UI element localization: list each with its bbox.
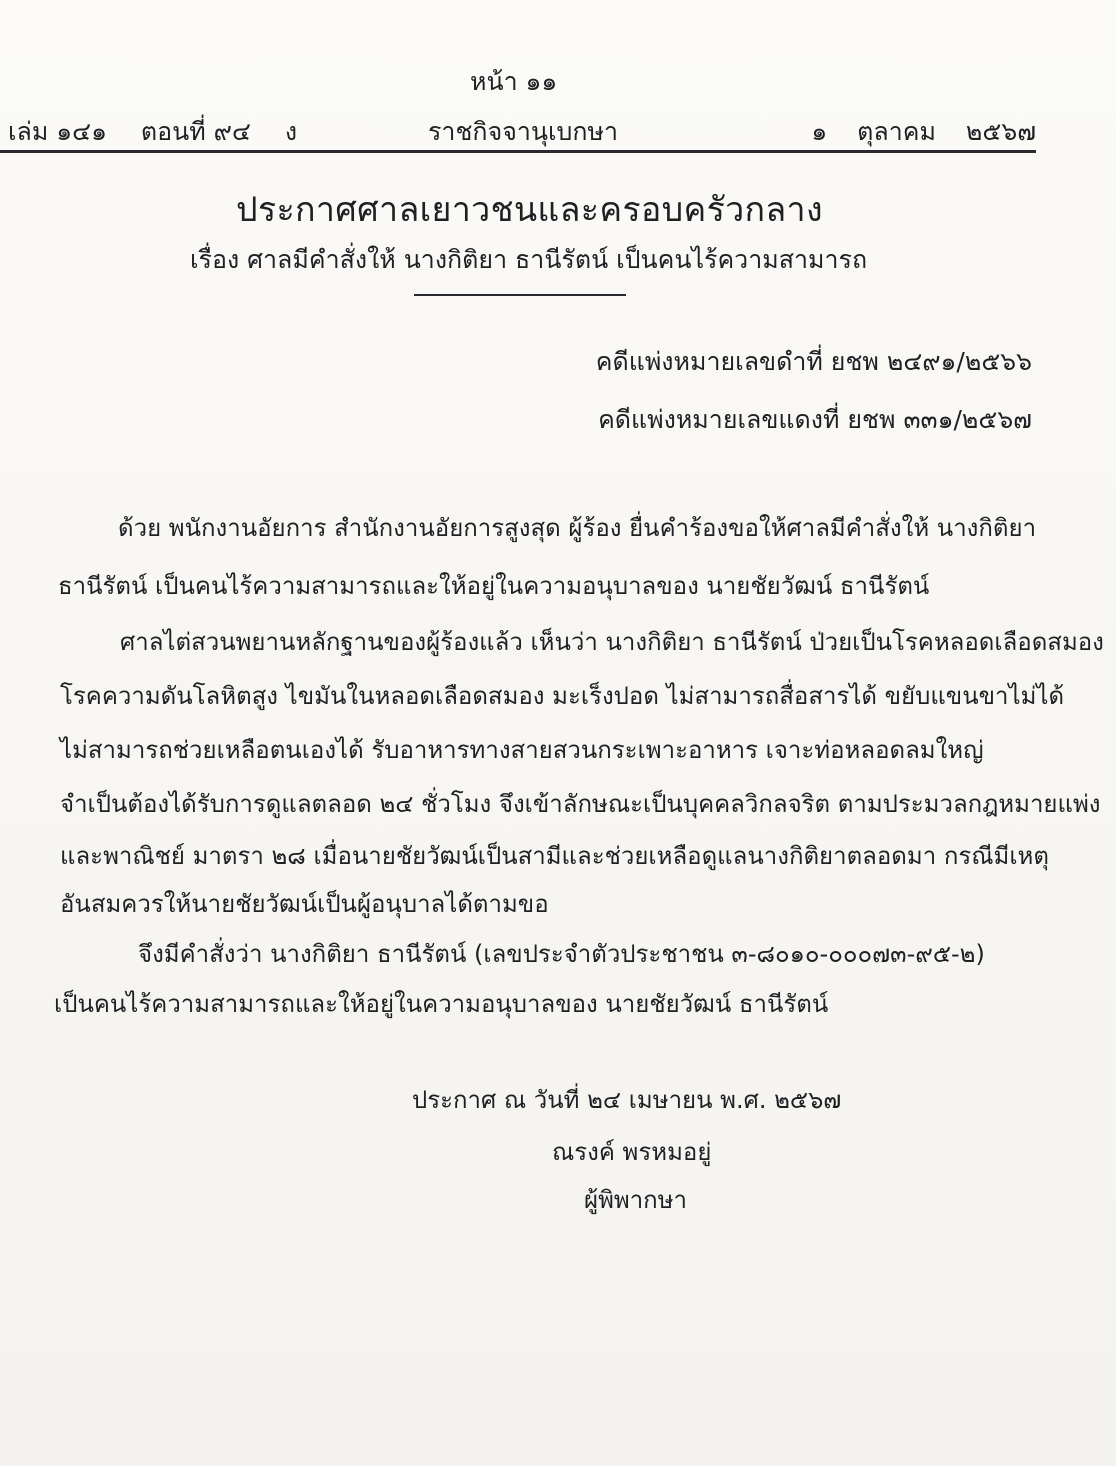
signer-position: ผู้พิพากษา	[584, 1186, 688, 1214]
signer-name: ณรงค์ พรหมอยู่	[552, 1138, 712, 1166]
body-line: โรคความดันโลหิตสูง ไขมันในหลอดเลือดสมอง มะเร็งปอด ไม่สามารถสื่อสารได้ ขยับแขนขาไม่ได้	[60, 682, 1065, 710]
body-line: อันสมควรให้นายชัยวัฒน์เป็นผู้อนุบาลได้ตามขอ	[60, 890, 549, 918]
body-line: ด้วย พนักงานอัยการ สำนักงานอัยการสูงสุด ผู้ร้อง ยื่นคำร้องขอให้ศาลมีคำสั่งให้ นางกิติยา	[118, 514, 1037, 542]
publication-date	[789, 112, 1036, 152]
red-case-number: คดีแพ่งหมายเลขแดงที่ ยชพ ๓๓๑/๒๕๖๗	[598, 405, 1032, 434]
body-line: ธานีรัตน์ เป็นคนไร้ความสามารถและให้อยู่ในความอนุบาลของ นายชัยวัฒน์ ธานีรัตน์	[58, 572, 930, 600]
black-case-number: คดีแพ่งหมายเลขดำที่ ยชพ ๒๔๙๑/๒๕๖๖	[595, 347, 1032, 376]
body-line: เป็นคนไร้ความสามารถและให้อยู่ในความอนุบาลของ นายชัยวัฒน์ ธานีรัตน์	[54, 990, 829, 1018]
body-line: ศาลไต่สวนพยานหลักฐานของผู้ร้องแล้ว เห็นว่า นางกิติยา ธานีรัตน์ ป่วยเป็นโรคหลอดเลือดสมอง	[120, 628, 1104, 656]
title-divider	[414, 294, 626, 296]
gazette-name: ราชกิจจานุเบกษา	[428, 117, 619, 146]
date-month: ตุลาคม	[857, 117, 936, 146]
body-line: จึงมีคำสั่งว่า นางกิติยา ธานีรัตน์ (เลขประจำตัวประชาชน ๓-๘๐๑๐-๐๐๐๗๓-๙๕-๒)	[138, 940, 985, 968]
body-line: และพาณิชย์ มาตรา ๒๘ เมื่อนายชัยวัฒน์เป็นสามีและช่วยเหลือดูแลนางกิติยาตลอดมา กรณีมีเหตุ	[60, 842, 1049, 870]
header-divider	[0, 150, 1036, 153]
announcement-title: ประกาศศาลเยาวชนและครอบครัวกลาง	[236, 190, 823, 230]
announcement-date: ประกาศ ณ วันที่ ๒๔ เมษายน พ.ศ. ๒๕๖๗	[412, 1086, 842, 1114]
body-line: จำเป็นต้องได้รับการดูแลตลอด ๒๔ ชั่วโมง จึงเข้าลักษณะเป็นบุคคลวิกลจริต ตามประมวลกฎหมายแพ่ง	[60, 790, 1101, 818]
gazette-issue-info	[8, 112, 323, 152]
section-number: ตอนที่ ๙๔	[140, 117, 251, 146]
body-line: ไม่สามารถช่วยเหลือตนเองได้ รับอาหารทางสายสวนกระเพาะอาหาร เจาะท่อหลอดลมใหญ่	[60, 736, 984, 764]
announcement-subject: เรื่อง ศาลมีคำสั่งให้ นางกิติยา ธานีรัตน์ เป็นคนไร้ความสามารถ	[190, 245, 868, 274]
date-year: ๒๕๖๗	[965, 117, 1036, 146]
volume-number: เล่ม ๑๔๑	[8, 117, 107, 146]
date-day: ๑	[811, 117, 828, 146]
section-letter: ง	[284, 117, 298, 146]
page-number: หน้า ๑๑	[470, 67, 558, 96]
